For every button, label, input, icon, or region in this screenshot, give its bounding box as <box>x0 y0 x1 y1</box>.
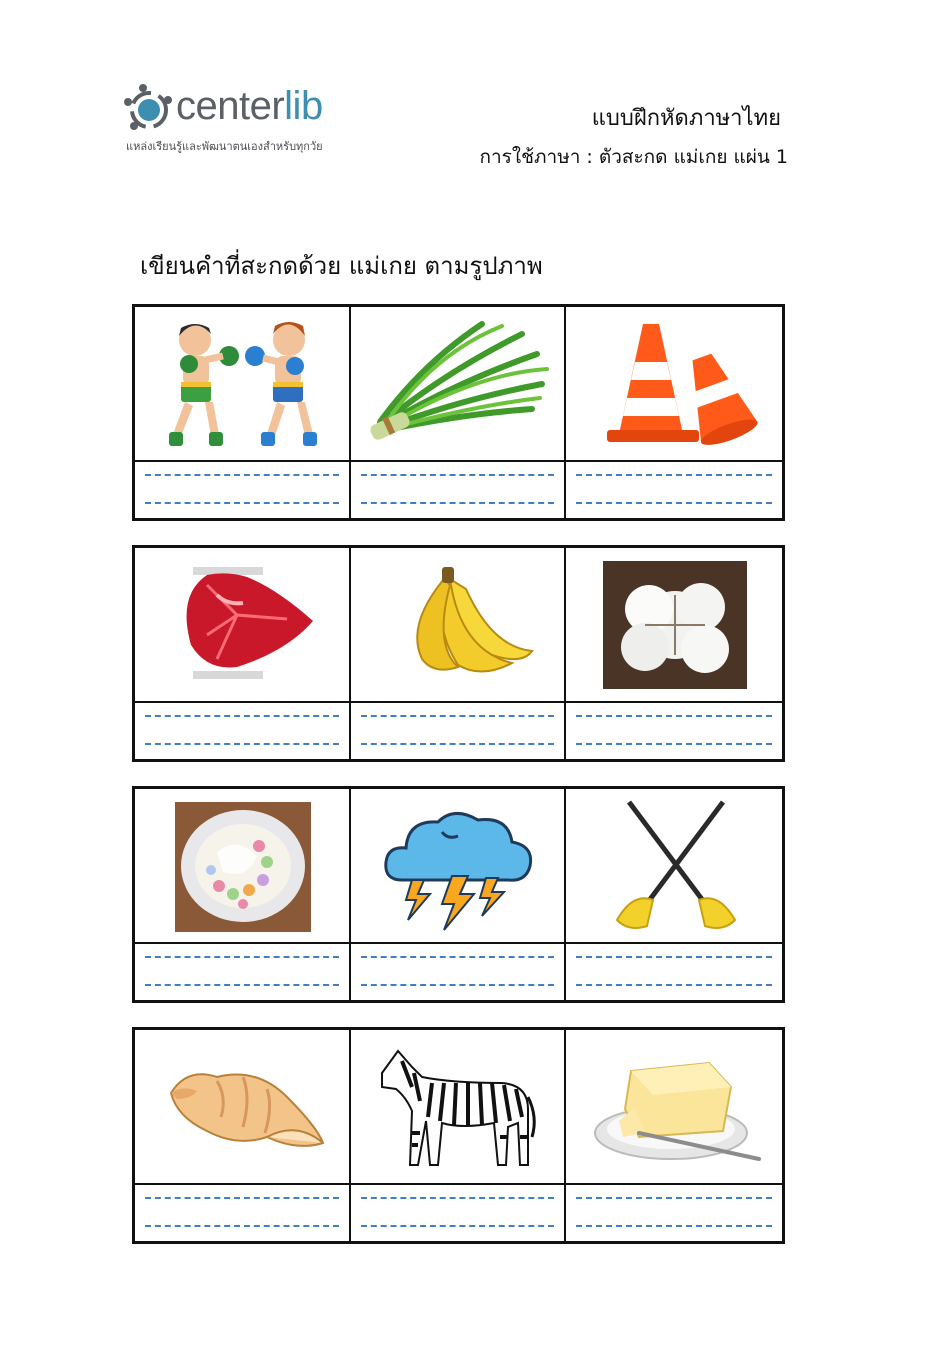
picture-frame <box>566 548 782 703</box>
centerlib-logo-mark-icon <box>124 80 176 136</box>
exercise-cell <box>351 548 567 759</box>
answer-lines[interactable] <box>135 1185 349 1241</box>
exercise-row-3 <box>132 786 785 1003</box>
picture-frame <box>351 789 565 944</box>
answer-lines[interactable] <box>135 944 349 1000</box>
pandan-leaves-icon <box>362 314 552 454</box>
exercise-cell <box>135 307 351 518</box>
exercise-row-4 <box>132 1027 785 1244</box>
picture-frame <box>351 1030 565 1185</box>
exercise-row-1 <box>132 304 785 521</box>
answer-lines[interactable] <box>351 703 565 759</box>
answer-lines[interactable] <box>351 1185 565 1241</box>
worksheet-title: แบบฝึกหัดภาษาไทย <box>591 106 781 131</box>
butter-icon <box>579 1037 769 1177</box>
picture-frame <box>135 307 349 462</box>
exercise-cell <box>566 789 782 1000</box>
picture-frame <box>566 1030 782 1185</box>
answer-lines[interactable] <box>351 462 565 518</box>
answer-lines[interactable] <box>566 944 782 1000</box>
answer-lines[interactable] <box>566 1185 782 1241</box>
exercise-cell <box>566 1030 782 1241</box>
instruction-text: เขียนคำที่สะกดด้วย แม่เกย ตามรูปภาพ <box>140 252 543 280</box>
answer-lines[interactable] <box>566 462 782 518</box>
answer-lines[interactable] <box>566 703 782 759</box>
picture-frame <box>135 548 349 703</box>
exercise-cell <box>351 307 567 518</box>
cotton-flower-icon <box>579 555 769 695</box>
exercise-cell <box>135 789 351 1000</box>
exercise-cell <box>566 307 782 518</box>
bananas-icon <box>362 555 552 695</box>
coconut-milk-dessert-icon <box>147 796 337 936</box>
storm-cloud-icon <box>362 796 552 936</box>
centerlib-logo <box>124 80 384 155</box>
worksheet-subtitle: การใช้ภาษา : ตัวสะกด แม่เกย แผ่น 1 <box>479 146 788 168</box>
traffic-cones-icon <box>579 314 769 454</box>
conch-shell-icon <box>147 1037 337 1177</box>
oars-icon <box>579 796 769 936</box>
zebra-icon <box>362 1037 552 1177</box>
exercise-row-2 <box>132 545 785 762</box>
exercise-cell <box>135 1030 351 1241</box>
answer-lines[interactable] <box>135 703 349 759</box>
logo-tagline: แหล่งเรียนรู้และพัฒนาตนเองสำหรับทุกวัย <box>126 140 323 153</box>
exercise-cell <box>566 548 782 759</box>
picture-frame <box>135 1030 349 1185</box>
picture-frame <box>566 789 782 944</box>
exercise-cell <box>135 548 351 759</box>
picture-frame <box>135 789 349 944</box>
exercise-cell <box>351 789 567 1000</box>
logo-wordmark: centerlib <box>176 84 323 128</box>
exercise-cell <box>351 1030 567 1241</box>
picture-frame <box>351 307 565 462</box>
answer-lines[interactable] <box>351 944 565 1000</box>
picture-frame <box>566 307 782 462</box>
boxers-icon <box>147 314 337 454</box>
ruby-gem-icon <box>147 555 337 695</box>
picture-frame <box>351 548 565 703</box>
answer-lines[interactable] <box>135 462 349 518</box>
